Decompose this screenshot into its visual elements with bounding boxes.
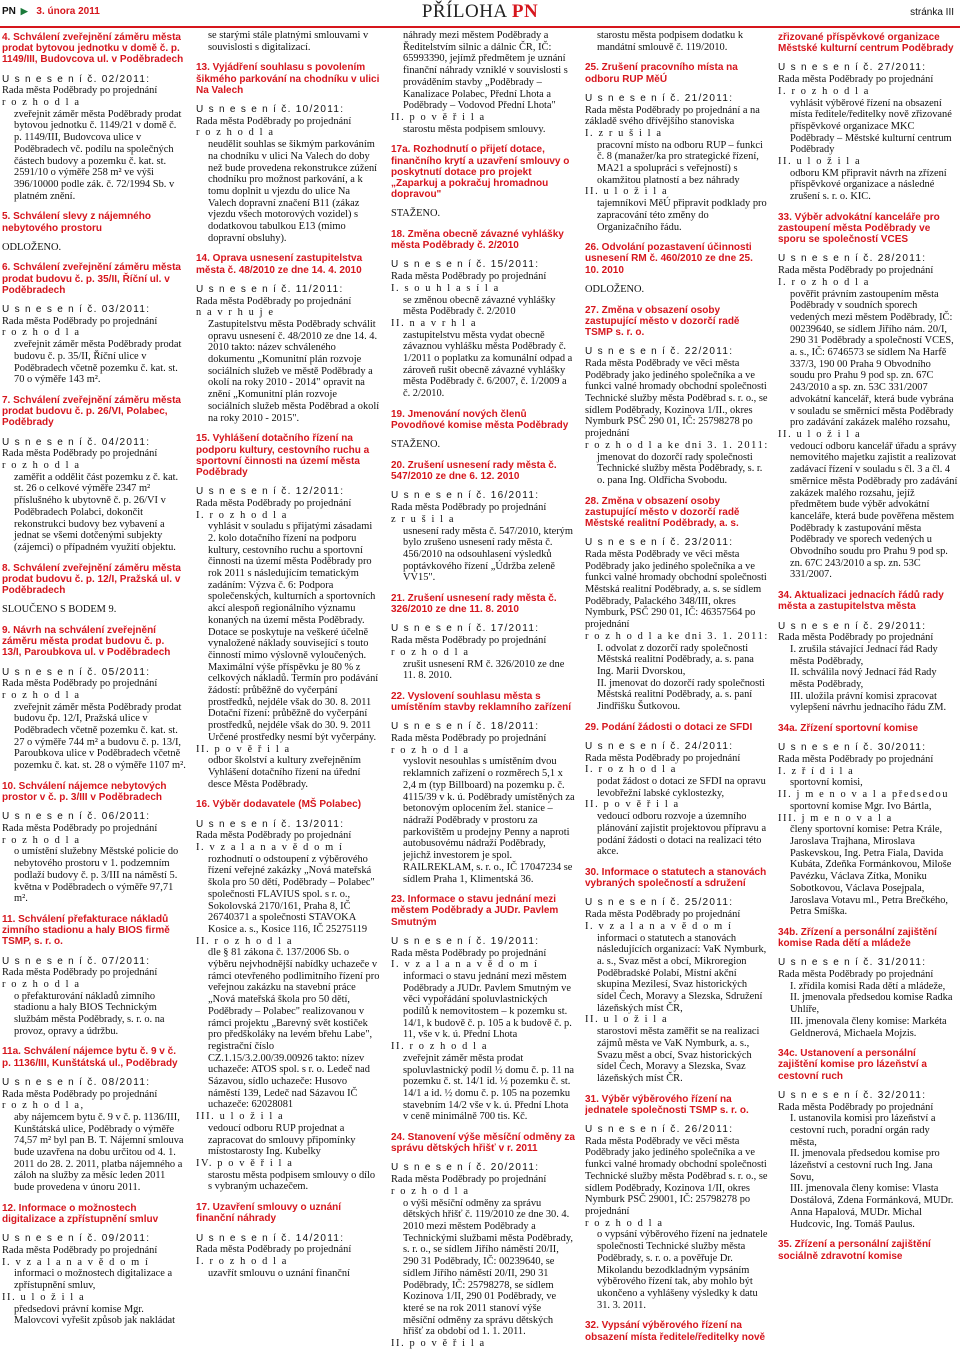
decision-line: r o z h o d l a: [391, 646, 470, 658]
resolution-number: U s n e s e n í č. 12/2011:: [196, 486, 345, 498]
resolution-number: U s n e s e n í č. 19/2011:: [391, 935, 540, 947]
text-line: Rada města Poděbrady po projednání: [196, 830, 352, 842]
decision-line: II. j m e n o v a l a předsedou: [778, 789, 950, 801]
decision-line: r o z h o d l a ke dni 3. 1. 2011:: [585, 439, 769, 451]
section-heading: 34c. Ustanovení a personální zajištění komise pro lázeňství a cestovní ruch: [778, 1048, 927, 1082]
decision-line: II. p o v ě ř i l a: [391, 1338, 486, 1350]
decision-line: I. v z a l a n a v ě d o m í: [585, 920, 733, 932]
section-heading: 5. Schválení slevy z nájemného nebytového prostoru: [2, 211, 151, 234]
body-text: I. zrušila stávající Jednací řád Rady města Poděbrady,: [790, 643, 938, 667]
title-pn: PN: [511, 1, 539, 22]
text-line: Rada města Poděbrady po projednání: [778, 754, 934, 766]
resolution-number: U s n e s e n í č. 04/2011:: [2, 436, 151, 448]
decision-line: II. u l o ž i l a: [585, 186, 669, 198]
resolution-number: U s n e s e n í č. 26/2011:: [585, 1124, 734, 1136]
text-line: Rada města Poděbrady po projednání: [778, 632, 934, 644]
decision-line: r o z h o d l a: [2, 689, 81, 701]
header-divider: [0, 26, 960, 28]
header-pn-label: PN: [2, 6, 16, 17]
body-text: předsedovi právní komise Mgr. Malovcovi vyřešit způsob jak nakládat: [14, 1303, 176, 1327]
decision-line: II. n a v r h l a: [391, 317, 478, 329]
text-line: Rada města Poděbrady po projednání: [778, 74, 934, 86]
resolution-number: U s n e s e n í č. 06/2011:: [2, 811, 151, 823]
section-heading: 32. Vypsání výběrového řízení na obsazení místa ředitele/ředitelky nově: [585, 1320, 766, 1343]
decision-line: r o z h o d l a,: [2, 1100, 85, 1112]
text-line: Rada města Poděbrady po projednání: [2, 1088, 158, 1100]
text-line: Rada města Poděbrady po projednání: [778, 265, 934, 277]
section-heading: 17a. Rozhodnutí o přijetí dotace, finančního krytí a uzavření smlouvy o poskytnutí dotace pro projekt „Zaparkuj a pokračuj hromadnou dopravou": [391, 144, 570, 201]
title-priloha: PŘÍLOHA: [421, 1, 507, 22]
body-text: Zastupitelstvu města Poděbrady schválit opravu usnesení č. 48/2010 ze dne 14. 4. 2010 takto: název schváleného dokumentu „Komunitní plán rozvoje sociálních služeb ve městě Poděbrady a okolí na roky 2010 - 2014" opravit na znění „Komunitní plán rozvoje sociálních služeb města Poděbrad a okolí na roky 2010 - 2015".: [208, 318, 380, 424]
section-heading: 7. Schválení zveřejnění záměru města prodat budovu č. p. 26/VI, Polabec, Poděbrady: [2, 394, 181, 429]
text-line: Rada města Poděbrady po projednání: [2, 85, 158, 97]
body-text: informaci o možnostech digitalizace a zpřístupnění smluv,: [14, 1268, 173, 1292]
section-heading: 23. Informace o stavu jednání mezi městem Poděbrady a JUDr. Pavlem Smutným: [391, 894, 559, 928]
resolution-number: U s n e s e n í č. 10/2011:: [196, 104, 345, 116]
body-text: II. jmenovat do dozorčí rady společnosti Městská realitní Poděbrady, a. s. paní Jindřišku Šutkovou.: [597, 677, 765, 713]
resolution-number: U s n e s e n í č. 11/2011:: [196, 283, 344, 295]
decision-line: II. u l o ž i l a: [585, 1014, 669, 1026]
decision-line: II. u l o ž i l a: [2, 1291, 86, 1303]
body-text: I. odvolat z dozorčí rady společnosti Městská realitní Poděbrady, a. s. pana Ing. Marii Dvorskou,: [597, 642, 754, 677]
page-header: [0, 0, 960, 30]
decision-line: r o z h o d l a: [585, 1217, 664, 1229]
body-text: tajemníkovi MěÚ připravit podklady pro zapracování této změny do Organizačního řádu.: [597, 198, 767, 233]
resolution-number: U s n e s e n í č. 30/2011:: [778, 742, 927, 754]
section-heading: 9. Návrh na schválení zveřejnění záměru města prodat budovu č. p. 13/I, Paroubkova ul. v Poděbradech: [2, 624, 171, 659]
section-heading: 34a. Zřízení sportovní komise: [778, 723, 919, 735]
body-text: pracovní místo na odboru RUP – funkci č. 8 (manažer/ka pro strategické řízení, MA21 a spolupráci s veřejností) s okamžitou platností a bez náhrady: [597, 139, 763, 186]
article-columns: [0, 30, 960, 1364]
section-heading: 13. Vyjádření souhlasu s povolením šikmého parkování na chodníku v ulici Na Valech: [196, 62, 380, 96]
resolution-number: U s n e s e n í č. 03/2011:: [2, 304, 151, 316]
text-line: Rada města Poděbrady po projednání: [2, 448, 158, 460]
body-text: vyhlásit výběrové řízení na obsazení místa ředitele/ředitelky nově zřizované příspěvkové organizace MKC Poděbrady – Městské kulturní centrum Poděbrady: [790, 97, 952, 156]
body-text: zrušit usnesení RM č. 326/2010 ze dne 11. 8. 2010.: [403, 658, 565, 682]
section-heading: 22. Vyslovení souhlasu města s umístěním stavby reklamního zařízení: [391, 690, 572, 714]
resolution-number: U s n e s e n í č. 05/2011:: [2, 666, 151, 678]
decision-line: I. r o z h o d l a: [778, 276, 870, 288]
text-line: Rada města Poděbrady po projednání: [778, 969, 934, 981]
column-4: [585, 30, 769, 1364]
body-text: vyslovit nesouhlas s umístěním dvou reklamních zařízení o rozměrech 5,1 x 2,4 m (typ Billboard) na pozemku p. č. 4115/39 v k. ú. Poděbrady umístěných za betonovým oplocením žel. stanice – nádraží Poděbrady v prostoru za parkovištěm u prodejny Penny a naproti autobusovému nádraží Poděbrady, jejichž investorem je spol. RAILREKLAM, s. r. o., IČ 17047234 se sídlem Praha 1, Klimentská 36.: [403, 756, 575, 885]
resolution-number: U s n e s e n í č. 13/2011:: [196, 818, 345, 830]
resolution-number: U s n e s e n í č. 14/2011:: [196, 1232, 345, 1244]
resolution-number: U s n e s e n í č. 08/2011:: [2, 1076, 151, 1088]
page-number: stránka III: [910, 7, 954, 18]
body-text: vyhlásit v souladu s přijatými zásadami 2. kolo dotačního řízení na podporu kultury, cestovního ruchu a sportovní činnosti na území města Poděbrady pro rok 2011 s následujícím tematickým zadáním: Výzva č. 6: Podpora společenských, kulturních a sportovních akcí alespoň regionálního významu konaných na území města Poděbrady. Dotace se poskytuje na veškeré účelně vynaložené náklady související s touto činností mimo výslovně vyloučených. Maximální výše příspěvku je 80 % z celkových nákladů. Termín pro podávání žádostí: průběžně do vyčerpání prostředků, nejdéle však do 30. 8. 2011 Dotační řízení: průběžně do vyčerpání prostředků, nejdéle však do 30. 9. 2011 Určené prostředky nesmí být vyčerpány.: [208, 521, 379, 743]
section-heading: 19. Jmenování nových členů Povodňové komise města Poděbrady: [391, 408, 569, 432]
text-line: Rada města Poděbrady ve věci města Poděbrady jako jediného společníka a ve funkci valné hromady obchodní společnosti Městská realitní Poděbrady, a. s. se sídlem Poděbrady, Palackého 348/III, okres Nymburk, PSČ 290 01, IČ: 46357564 po projednání: [585, 548, 767, 631]
section-heading: 11. Schválení přefakturace nákladů zimního stadionu a haly BIOS firmě TSMP, s. r. o.: [2, 913, 170, 948]
resolution-number: U s n e s e n í č. 22/2011:: [585, 346, 734, 358]
decision-line: I. r o z h o d l a: [778, 85, 870, 97]
body-text: aby nájemcem bytu č. 9 v č. p. 1136/III, Kunštátská ulice, Poděbrady o výměře 74,57 m² byl pan B. T. Nájemní smlouva bude uzavřena na dobu určitou od 4. 1. 2011 do 28. 2. 2011, platba nájemného a záloh na služby za měsíc leden 2011 bude provedena v únoru 2011.: [14, 1111, 184, 1194]
text-line: Rada města Poděbrady po projednání: [391, 271, 547, 283]
text-line: SLOUČENO S BODEM 9.: [2, 604, 117, 616]
decision-line: I. r o z h o d l a: [196, 1255, 288, 1267]
body-text: členy sportovní komise: Petra Krále, Jaroslava Trajhana, Miroslava Paskevskou, Ing. Petra Fiala, Davida Kubáta, Zdeňka Formánkovou, Miloše Pavézku, Václava Zítka, Moniku Sobotkovou, Václava Posejpala, Jaroslava Votavu ml., Petra Brečkého, Petra Smíška.: [790, 824, 952, 918]
text-line: Rada města Poděbrady po projednání: [2, 315, 158, 327]
text-line: Rada města Poděbrady ve věci města Poděbrady jako jediného společníka a ve funkci valné hromady obchodní společnosti Technické služby města Poděbrad s. r. o., se sídlem Poděbrady, Kozinova 1/II., okres Nymburk PSČ 290 01, IČ: 25798278 po projednání: [585, 357, 768, 440]
decision-line: I. v z a l a n a v ě d o m í: [2, 1256, 150, 1268]
body-text: informaci o stavu jednání mezi městem Poděbrady a JUDr. Pavlem Smutným ve věci vypořádání spoluvlastnických podílů k nemovitostem – k pozemku st. 14/1, k budově č. p. 105 a k budově č. p. 11, vše v k. ú. Přední Lhota: [403, 970, 572, 1041]
body-text: zaměřit a oddělit část pozemku z č. kat. st. 26 o celkové výměře 2347 m² příslušného k ubytovně č. p. 26/VI v Poděbradech Polabci, dokončit rekonstrukci budovy bez vybavení a jednat se všemi dotčenými subjekty (zájemci) o případném využití objektu.: [14, 471, 179, 553]
resolution-number: U s n e s e n í č. 15/2011:: [391, 259, 540, 271]
resolution-number: U s n e s e n í č. 09/2011:: [2, 1233, 151, 1245]
decision-line: n a v r h u j e: [196, 307, 275, 319]
section-heading: 27. Změna v obsazení osoby zastupující město v dozorčí radě TSMP s. r. o.: [585, 304, 740, 338]
section-heading: 26. Odvolání pozastavení účinnosti usnesení RM č. 460/2010 ze dne 25. 10. 2010: [585, 242, 753, 276]
body-text: sportovní komise Mgr. Ivo Bártla,: [790, 800, 932, 812]
decision-line: r o z h o d l a: [391, 744, 470, 756]
body-text: I. zřídila komisi Rada dětí a mládeže,: [790, 980, 946, 992]
decision-line: r o z h o d l a: [2, 327, 81, 339]
decision-line: I. v z a l a n a v ě d o m í: [196, 842, 344, 853]
section-heading: zřizované příspěvkové organizace Městské kulturní centrum Poděbrady: [778, 32, 954, 55]
body-text: o výši měsíční odměny za správu dětských hřišť č. 119/2010 ze dne 30. 4. 2010 mezi městem Poděbrady a Technickými službami města Poděbrady, s. r. o., se sídlem Jiřího náměstí 20/II, 290 31 Poděbrady, IČ: 00239640, se sídlem Jiřího náměstí 20/II, 290 31 Poděbrady, IČ: 25798278, se sídlem Kozinova 1/II, 290 01 Poděbrady, ve které se na rok 2011 stanoví výše měsíční odměny za správu dětských hřišť za období od 1. 1. 2011.: [403, 1197, 573, 1338]
body-text: II. jmenovala předsedou komise Radka Uhlíře,: [790, 992, 953, 1016]
body-text: náhrady mezi městem Poděbrady a Ředitelstvím silnic a dálnic ČR, IČ: 65993390, jejímž předmětem je uznání finanční náhrady vzniklé v souvislosti s prováděním stavby „Poděbrady – Kanalizace Polabec, Přední Lhota a Poděbrady – Vodovod Přední Lhota": [403, 30, 568, 112]
decision-line: z r u š i l a: [391, 513, 456, 525]
text-line: STAŽENO.: [391, 208, 441, 220]
decision-line: III. j m e n o v a l a: [778, 812, 893, 824]
text-line: Rada města Poděbrady po projednání: [2, 822, 158, 834]
resolution-number: U s n e s e n í č. 28/2011:: [778, 253, 927, 265]
text-line: Rada města Poděbrady po projednání: [196, 115, 352, 127]
section-heading: 11a. Schválení nájemce bytu č. 9 v č. p. 1136/III, Kunštátská ul., Poděbrady: [2, 1046, 178, 1069]
resolution-number: U s n e s e n í č. 07/2011:: [2, 955, 151, 967]
text-line: STAŽENO.: [391, 439, 441, 451]
decision-line: III. u l o ž i l a: [196, 1111, 285, 1123]
body-text: zveřejnit záměr města Poděbrady prodat bytovou jednotku č. 1149/21 v domě č. p. 1149/III, Budovcova ulice v Poděbradech vč. podílu na společných částech budovy a pozemku č. kat. st. 2591/10 o výměře 258 m² ve výši 396/10000 podle zák. č. 72/1994 Sb. v platném znění.: [14, 108, 182, 202]
resolution-number: U s n e s e n í č. 24/2011:: [585, 740, 734, 752]
decision-line: II. p o v ě ř i l a: [391, 111, 486, 123]
decision-line: II. u l o ž i l a: [778, 156, 862, 168]
triangle-icon: ▶: [20, 6, 28, 16]
body-text: I. ustanovila komisi pro lázeňství a cestovní ruch, poradní orgán rady města,: [790, 1113, 936, 1148]
body-text: podat žádost o dotaci ze SFDI na opravu levobřežní labské cyklostezky,: [597, 776, 766, 799]
section-heading: 20. Zrušení usnesení rady města č. 547/2010 ze dne 6. 12. 2010: [391, 460, 557, 483]
decision-line: I. s o u h l a s í l a: [391, 282, 500, 294]
body-text: se starými stále platnými smlouvami v souvislosti s digitalizací.: [208, 30, 369, 53]
text-line: Rada města Poděbrady po projednání: [391, 1174, 547, 1186]
text-line: Rada města Poděbrady po projednání: [585, 909, 741, 921]
resolution-number: U s n e s e n í č. 31/2011:: [778, 957, 927, 969]
resolution-number: U s n e s e n í č. 27/2011:: [778, 62, 927, 74]
decision-line: I. r o z h o d l a: [196, 509, 288, 521]
body-text: usnesení rady města č. 547/2010, kterým bylo zrušeno usnesení rady města č. 456/2010 na odsouhlasení výsledků poptávkového řízení „Údržba zeleně VV15".: [403, 525, 573, 584]
column-3: [391, 30, 575, 1364]
body-text: neudělit souhlas se šikmým parkováním na chodníku v ulici Na Valech do doby než bude provedena rekonstrukce zúžení chodníku pro možnost parkování, a k tomu doplnit u vjezdu do ulice Na Valech dopravní značení B11 (zákaz vjezdu všech motorových vozidel) s dodatkovou tabulkou E13 (mimo dopravní obsluhy).: [208, 139, 378, 244]
section-heading: 18. Změna obecně závazné vyhlášky města Poděbrady č. 2/2010: [391, 229, 564, 252]
section-heading: 16. Výběr dodavatele (MŠ Polabec): [196, 799, 362, 811]
decision-line: r o z h o d l a: [196, 127, 275, 139]
resolution-number: U s n e s e n í č. 20/2011:: [391, 1162, 540, 1174]
section-heading: 28. Změna v obsazení osoby zastupující město v dozorčí radě Městské realitní Poděbrady, a. s.: [585, 495, 740, 530]
body-text: vedoucí odboru kancelář úřadu a správy nemovitého majetku zajistit a realizovat zadávací řízení v souladu s čl. 3 a čl. 4 směrnice města Poděbrady pro zadávání zakázek malého rozsahu, jejíž předmětem bude výběr advokátní kanceláře, která bude pověřena městem Poděbrady k zastupování města Poděbrady ve sporech vedených u Obvodního soudu pro Prahu 9 pod sp. zn. 67C 243/2010 a sp. zn. 53C 331/2007.: [790, 440, 958, 581]
section-heading: 15. Vyhlášení dotačního řízení na podporu kultury, cestovního ruchu a sportovní činnosti na území města Poděbrady: [196, 433, 370, 478]
decision-line: I. z ř í d i l a: [778, 765, 855, 777]
decision-line: II. r o z h o d l a: [391, 1041, 489, 1053]
section-heading: 24. Stanovení výše měsíční odměny za správu dětských hřišť v r. 2011: [391, 1132, 575, 1155]
section-heading: 17. Uzavření smlouvy o uznání finanční náhrady: [196, 1202, 342, 1225]
body-text: III. jmenovala členy komise: Vlasta Dostálová, Zdena Formánková, MUDr. Anna Hapalová, MUDr. Michal Hudcovic, Ing. Tomáš Paulus.: [790, 1183, 954, 1230]
section-heading: 30. Informace o statutech a stanovách vybraných společností a sdružení: [585, 867, 767, 890]
text-line: Rada města Poděbrady po projednání a na základě svého dřívějšího stanoviska: [585, 104, 760, 128]
decision-line: r o z h o d l a: [2, 834, 81, 846]
decision-line: I. v z a l a n a v ě d o m í: [391, 959, 539, 971]
resolution-number: U s n e s e n í č. 21/2011:: [585, 92, 734, 104]
body-text: uzavřít smlouvu o uznání finanční: [208, 1267, 350, 1279]
decision-line: II. p o v ě ř i l a: [196, 743, 291, 755]
section-heading: 14. Oprava usnesení zastupitelstva města č. 48/2010 ze dne 14. 4. 2010: [196, 253, 363, 276]
body-text: o přefakturování nákladů zimního stadionu a haly BIOS Technickým službám města Poděbrady, s. r. o. na provoz, opravy a údržbu.: [14, 990, 165, 1037]
text-line: ODLOŽENO.: [585, 283, 645, 295]
text-line: Rada města Poděbrady po projednání: [2, 678, 158, 690]
text-line: Rada města Poděbrady po projednání: [2, 1244, 158, 1256]
column-1: [2, 30, 186, 1364]
section-heading: 21. Zrušení usnesení rady města č. 326/2010 ze dne 11. 8. 2010: [391, 593, 557, 616]
text-line: Rada města Poděbrady po projednání: [391, 733, 547, 745]
section-heading: 10. Schválení nájemce nebytových prostor v č. p. 3/III v Poděbradech: [2, 780, 167, 804]
body-text: informaci o statutech a stanovách následujících organizací: VaK Nymburk, a. s., Svaz měst a obcí, Mikroregion Poděbradské Polabí, Místní akční skupina Mezilesí, Svaz historických sídel Čech, Moravy a Slezska, Sdružení lázeňských míst ČR,: [597, 932, 767, 1014]
resolution-number: U s n e s e n í č. 18/2011:: [391, 721, 540, 733]
text-line: Rada města Poděbrady ve věci města Poděbrady jako jediného společníka a ve funkci valné hromady obchodní společnosti Technické služby města Poděbrad s. r. o., se sídlem Poděbrady, Kozinova 1/II, okres Nymburk PSČ 29001, IČ: 25798278 po projednání: [585, 1135, 768, 1217]
decision-line: r o z h o d l a: [2, 978, 81, 990]
body-text: odboru KM připravit návrh na zřízení příspěvkové organizace a následné zrušení s. r. o. KIC.: [790, 167, 947, 203]
body-text: dle § 81 zákona č. 137/2006 Sb. o výběru nejvhodnější nabídky uchazeče v rámci otevřeného podlimitního řízení pro veřejnou zakázku na stavební práce „Nová mateřská škola pro 50 dětí, Poděbrady – Polabec" realizovanou v rámci projektu „Barevný svět kostiček pro předškoláky na levém břehu Labe", registrační číslo CZ.1.15/3.2.00/39.00926 takto: nízev uchazeče: ATOS spol. s r. o. Ledeč nad Sázavou, sídlo uchazeče: Husovo náměstí 139, Ledeč nad Sázavou IČ uchazeče: 62028081: [208, 947, 380, 1111]
body-text: se změnou obecně závazné vyhlášky města Poděbrady č. 2/2010: [403, 294, 556, 318]
resolution-number: U s n e s e n í č. 29/2011:: [778, 620, 927, 632]
section-heading: 12. Informace o možnostech digitalizace a zpřístupnění smluv: [2, 1202, 159, 1226]
decision-line: IV. p o v ě ř i l a: [196, 1157, 294, 1169]
text-line: Rada města Poděbrady po projednání: [391, 635, 547, 647]
section-heading: 4. Schválení zveřejnění záměru města prodat bytovou jednotku v domě č. p. 1149/III, Budovcova ul. v Poděbradech: [2, 32, 184, 66]
text-line: Rada města Poděbrady po projednání: [196, 1244, 352, 1256]
decision-line: r o z h o d l a: [2, 460, 81, 471]
body-text: zastupitelstvu města vydat obecně závaznou vyhlášku města Poděbrady č. 1/2011 o poplatku za komunální odpad a zároveň rušit obecně závazné vyhlášky města Poděbrady č. 6/2007, č. 1/2009 a č. 2/2010.: [403, 329, 573, 400]
body-text: zveřejnit záměr města Poděbrady prodat budovu čp. 12/I, Pražská ulice v Poděbradech včetně pozemku č. kat. st. 27 o výměře 744 m² a budovu č. p. 13/I, Paroubkova ulice v Poděbradech včetně pozemku č. kat. st. 28 o výměře 1107 m².: [14, 701, 186, 772]
section-heading: 35. Zřízení a personální zajištění sociálně zdravotní komise: [778, 1239, 931, 1262]
page-title: [0, 1, 960, 23]
body-text: starostu města podpisem dodatku k mandátní smlouvě č. 119/2010.: [597, 30, 744, 53]
decision-line: r o z h o d l a: [2, 97, 81, 109]
decision-line: I. z r u š i l a: [585, 127, 663, 139]
body-text: III. jmenovala členy komise: Markéta Geldnerová, Michaela Mojzis.: [790, 1015, 947, 1039]
column-5: [778, 30, 958, 1364]
decision-line: II. r o z h o d l a: [196, 935, 294, 947]
body-text: starostu města podpisem smlouvy o dílo s vybraným uchazečem.: [208, 1169, 376, 1193]
resolution-number: U s n e s e n í č. 32/2011:: [778, 1089, 927, 1101]
column-2: [196, 30, 380, 1364]
text-line: Rada města Poděbrady po projednání: [391, 947, 547, 959]
resolution-number: U s n e s e n í č. 25/2011:: [585, 897, 734, 909]
body-text: vedoucí odboru RUP projednat a zapracovat do smlouvy připomínky místostarosty Ing. Kubelky: [208, 1122, 356, 1158]
body-text: pověřit právním zastoupením města Poděbrady v soudních sporech vedených mezi městem Poděbrady, IČ: 00239640, se sídlem Jiřího nám. 20/I, 290 31 Poděbrady a společností VCES, a. s., IČ: 6746573 se sídlem Na Harfě 337/3, 190 00 Praha 9 Obvodního soudu pro Prahu 9 pod sp. zn. 67C 243/2010 a sp. zn. 53C 331/2007 advokátní kancelář, která bude vybrána v souladu se směrnicí města Poděbrady pro zadávání zakázek malého rozsahu,: [790, 288, 954, 429]
text-line: Rada města Poděbrady po projednání: [2, 967, 158, 979]
text-line: Rada města Poděbrady po projednání: [196, 497, 352, 509]
body-text: II. schválila nový Jednací řád Rady města Poděbrady,: [790, 667, 937, 691]
body-text: II. jmenovala předsedou komise pro lázeňství a cestovní ruch Ing. Jana Sovu,: [790, 1148, 940, 1183]
resolution-number: U s n e s e n í č. 23/2011:: [585, 537, 734, 549]
section-heading: 8. Schválení zveřejnění záměru města prodat budovu č. p. 12/I, Pražská ul. v Poděbradech: [2, 562, 181, 597]
body-text: o umístění služebny Městské policie do nebytového prostoru v 1. podzemním podlaží budovy č. p. 3/III na náměstí 5. května v Poděbradech o výměře 97,71 m².: [14, 846, 179, 905]
body-text: rozhodnutí o odstoupení z výběrového řízení veřejné zakázky „Nová mateřská škola pro 50 dětí, Poděbrady – Polabec" společnosti FLAVIUS spol. s r. o., Sokolovská 2170/161, Praha 8, IČ 26740371 a společnosti STAVOKA Kosice a. s., Kosice 116, IČ 25275119: [208, 853, 375, 935]
section-heading: 31. Výběr výběrového řízení na jednatele společnosti TSMP s. r. o.: [585, 1093, 749, 1116]
body-text: starostovi města zaměřit se na realizaci zájmů města ve VaK Nymburk, a. s., Svazu měst a obcí, Svaz historických sídel Čech, Moravy a Slezska, Svaz lázeňských míst ČR.: [597, 1026, 760, 1084]
decision-line: II. u l o ž i l a: [778, 429, 862, 440]
section-heading: 34b. Zřízení a personální zajištění komise Rada dětí a mládeže: [778, 926, 937, 950]
decision-line: r o z h o d l a: [391, 1185, 470, 1197]
text-line: Rada města Poděbrady po projednání: [585, 752, 741, 764]
resolution-number: U s n e s e n í č. 17/2011:: [391, 623, 540, 635]
text-line: Rada města Poděbrady po projednání: [196, 295, 352, 307]
resolution-number: U s n e s e n í č. 02/2011:: [2, 73, 151, 85]
body-text: sportovní komisi,: [790, 777, 863, 789]
body-text: zveřejnit záměr města prodat spoluvlastnický podíl ½ domu č. p. 11 na pozemku č. st. 14/1 id. ½ pozemku č. st. 14/1 a id. ½ domu č. p. 105 na pozemku stavebním 14/2 vše v k. ú. Přední Lhota v ceně minimálně 700 tis. Kč.: [403, 1052, 575, 1123]
text-line: Rada města Poděbrady po projednání: [391, 502, 547, 514]
body-text: zveřejnit záměr města Poděbrady prodat budovu č. p. 35/II, Říční ulice v Poděbradech včetně pozemku č. kat. st. 70 o výměře 143 m².: [14, 339, 182, 386]
body-text: o vypsání výběrového řízení na jednatele společnosti Technické služby města Poděbrady, s. r. o. a pověřuje Dr. Mikolandu bezodkladným vypsáním výběrového řízení tak, aby mohlo být ukončeno a vyhlášeny výsledky k datu 31. 3. 2011.: [597, 1229, 768, 1311]
section-heading: 33. Výběr advokátní kanceláře pro zastoupení města Poděbrady ve sporu se společností VCES: [778, 211, 940, 246]
text-line: Rada města Poděbrady po projednání: [778, 1101, 934, 1113]
section-heading: 29. Podání žádosti o dotaci ze SFDI: [585, 721, 753, 733]
issue-date: 3. února 2011: [36, 6, 100, 17]
body-text: starostu města podpisem smlouvy.: [403, 123, 546, 135]
body-text: vedoucí odboru rozvoje a územního plánování zajistit projektovou přípravu a podání žádosti o dotaci na realizaci této akce.: [597, 811, 767, 858]
body-text: III. uložila právní komisi zpracovat vylepšení návrhu jednacího řádu ZM.: [790, 690, 947, 714]
section-heading: 34. Aktualizaci jednacích řádů rady města a zastupitelstva města: [778, 590, 944, 613]
decision-line: I. r o z h o d l a: [585, 764, 677, 776]
section-heading: 25. Zrušení pracovního místa na odboru RUP MěÚ: [585, 62, 738, 85]
text-line: ODLOŽENO.: [2, 241, 62, 253]
body-text: jmenovat do dozorčí rady společnosti Technické služby města Poděbrady, s. r. o. pana Ing. Oldřicha Svobodu.: [597, 451, 763, 486]
resolution-number: U s n e s e n í č. 16/2011:: [391, 490, 540, 502]
decision-line: II. p o v ě ř i l a: [585, 799, 680, 811]
body-text: odbor školství a kultury zveřejněním Vyhlášení dotačního řízení na úřední desce Města Poděbrady.: [208, 755, 361, 790]
section-heading: 6. Schválení zveřejnění záměru města prodat budovu č. p. 35/II, Říční ul. v Poděbradech: [2, 262, 181, 296]
decision-line: r o z h o d l a ke dni 3. 1. 2011:: [585, 630, 769, 642]
